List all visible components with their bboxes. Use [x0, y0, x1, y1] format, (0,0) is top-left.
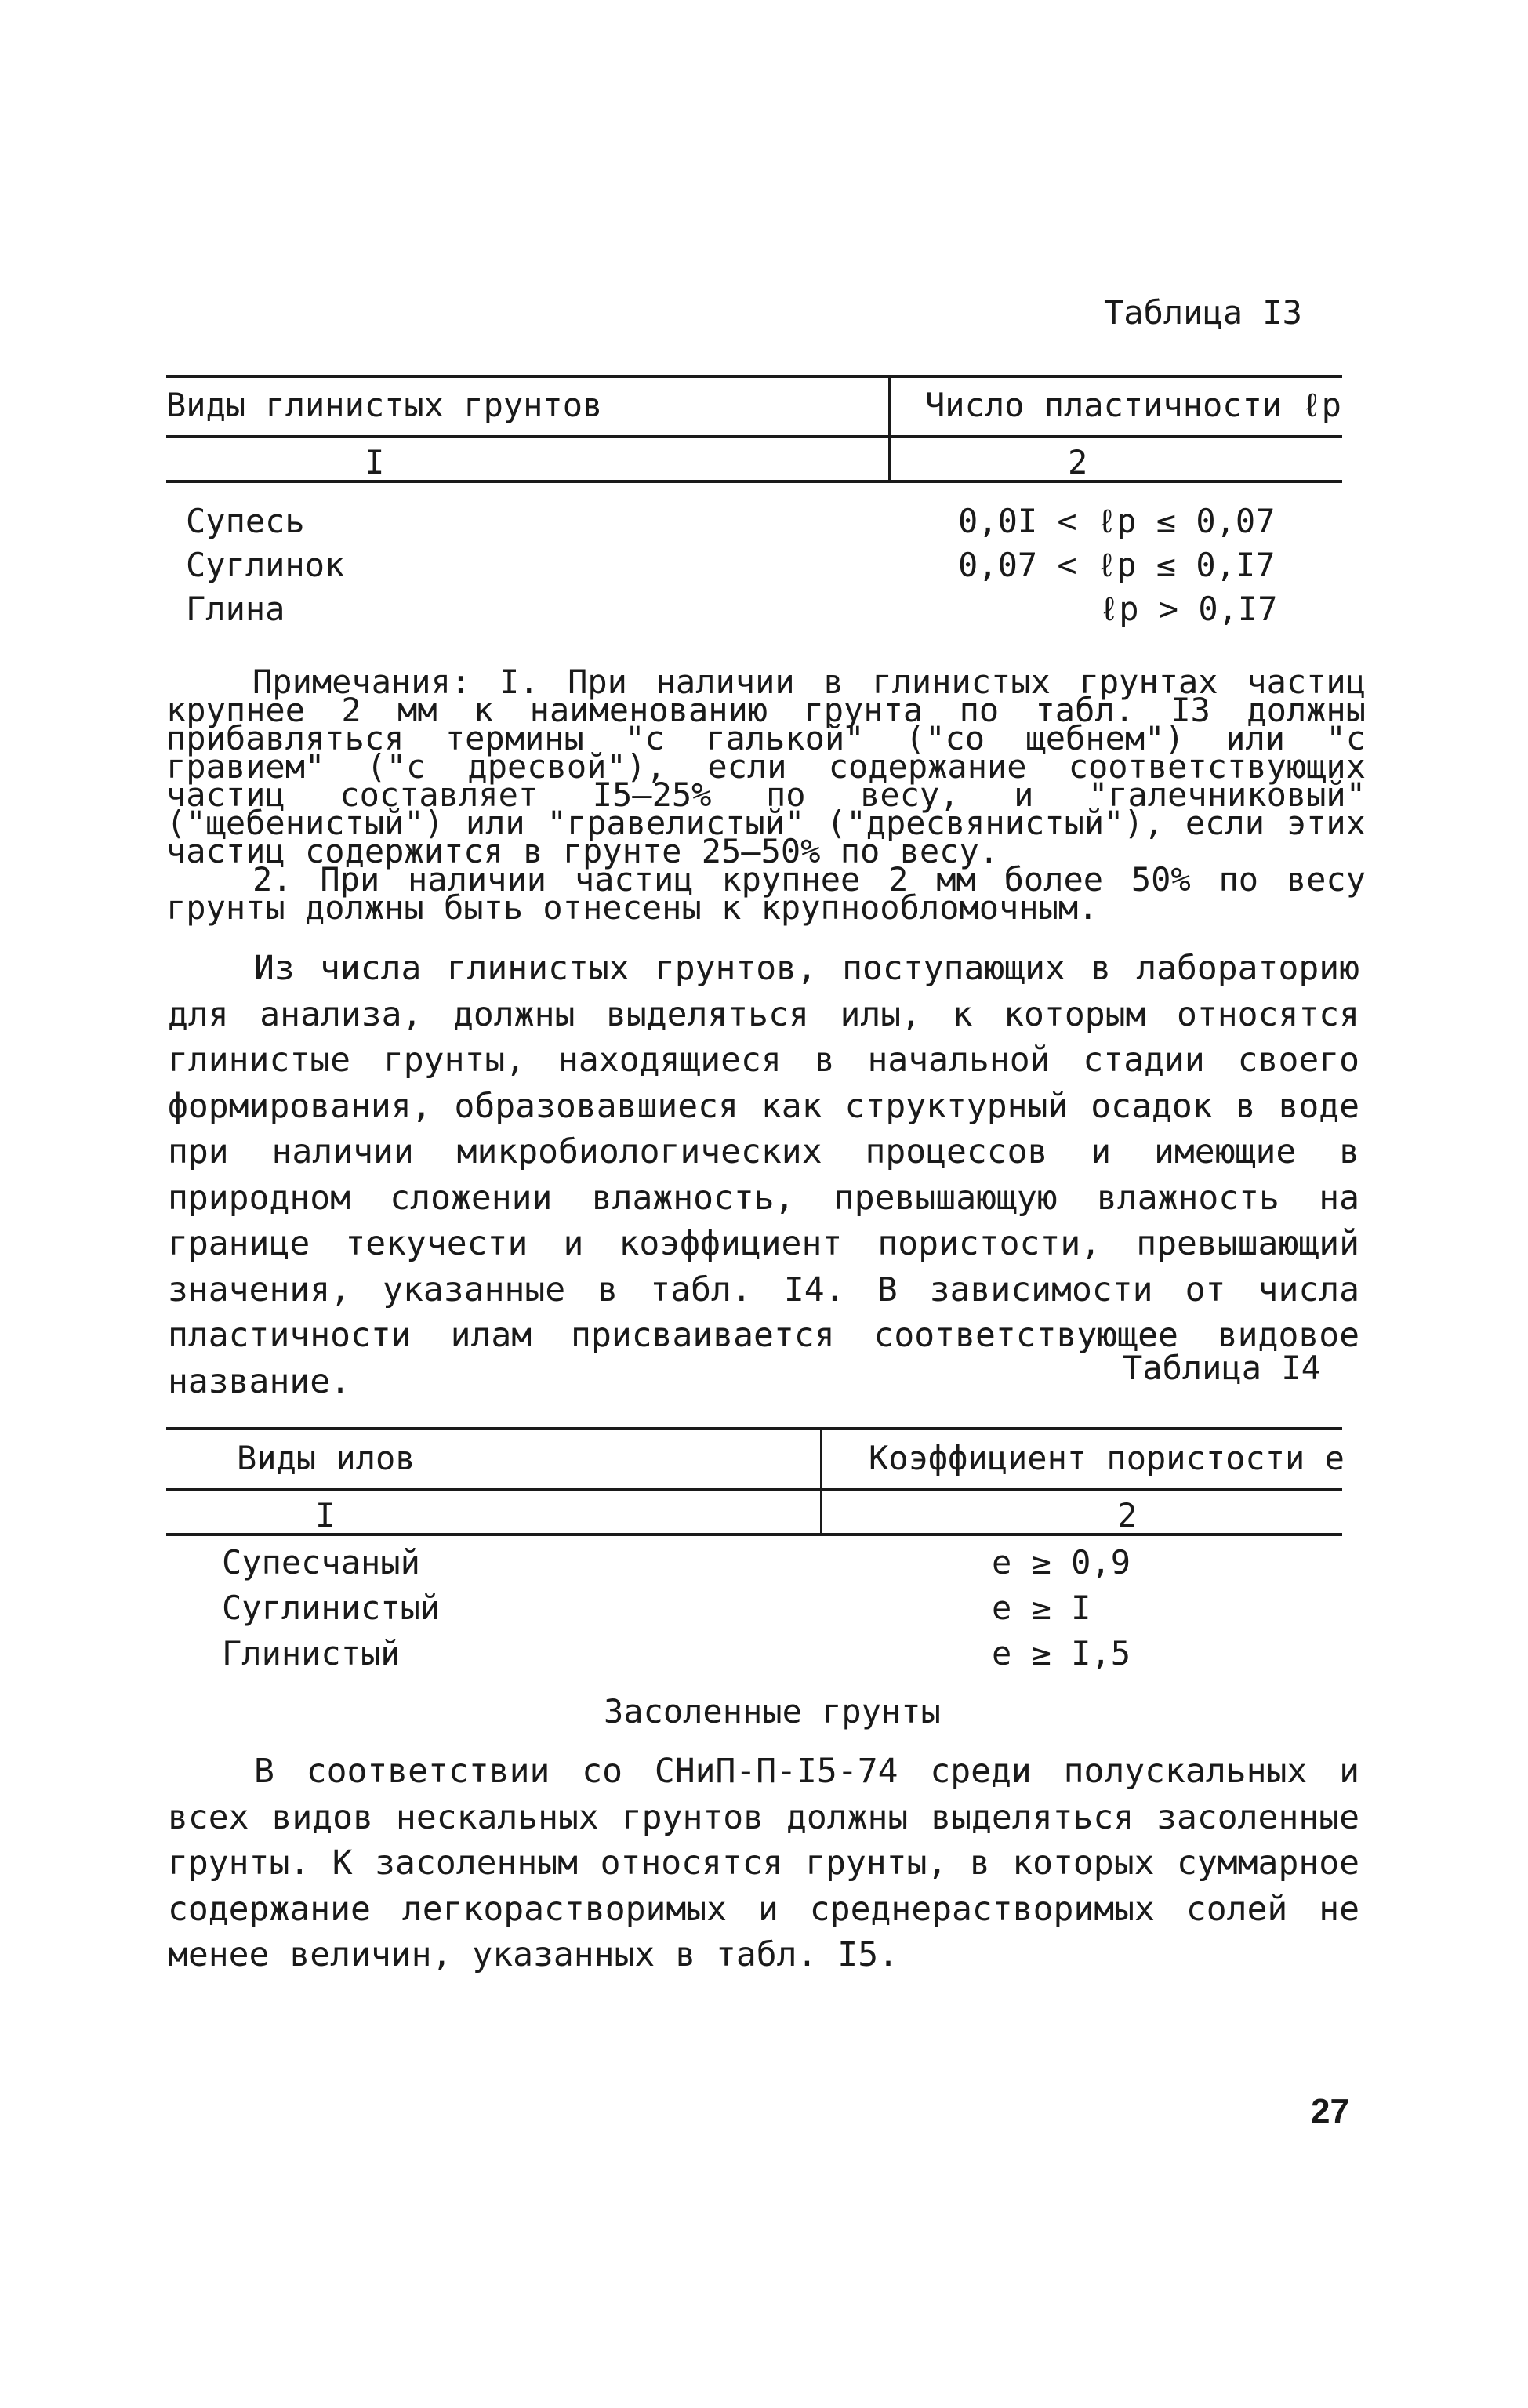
table-14-row-value: e ≥ I	[992, 1589, 1091, 1627]
table-14-row-name: Суглинистый	[222, 1589, 441, 1627]
table-14-row-value: e ≥ I,5	[992, 1634, 1131, 1673]
paragraph-1: Из числа глинистых грунтов, поступающих в лабораторию для анализа, должны выделяться илы, к которым относятся глинистые грунты, находящиеся в начальной стадии своего формирования, образовавшиеся как структурный осадок в воде при наличии микробиологических процессов и имеющие в природном сложении влажность, превышающую влажность на границе текучести и коэффициент пористости, превышающий значения, указанные в табл. I4. В зависимости от числа пластичности илам присваивается соответствующее видовое название.	[168, 949, 1359, 1401]
table-14-col1-header: Виды илов	[237, 1439, 416, 1477]
table-13-caption: Таблица I3	[1104, 293, 1302, 332]
table-13-row-value: 0,0I < ℓp ≤ 0,07	[958, 502, 1276, 540]
table-13-row-value: 0,07 < ℓp ≤ 0,I7	[958, 546, 1276, 584]
table-14-top-rule	[166, 1427, 1342, 1430]
table-13-notes	[166, 663, 1366, 927]
table-14-column-divider	[820, 1429, 822, 1535]
table-14-row-name: Супесчаный	[222, 1543, 420, 1582]
table-14-caption: Таблица I4	[1123, 1349, 1321, 1387]
table-13-row-value: ℓp > 0,I7	[1099, 590, 1278, 628]
table-13-row-name: Глина	[186, 590, 285, 628]
table-14-row-name: Глинистый	[222, 1634, 401, 1673]
paragraph-saline	[168, 1749, 1359, 1978]
table-13-row-name: Суглинок	[186, 546, 345, 584]
table-13-column-divider	[888, 376, 891, 480]
paragraph-silts	[168, 946, 1359, 1404]
table-14-col1-number: I	[315, 1496, 336, 1535]
table-13-col1-header: Виды глинистых грунтов	[166, 386, 603, 424]
table-14-number-rule	[166, 1533, 1342, 1536]
note-1: Примечания: I. При наличии в глинистых грунтах частиц крупнее 2 мм к наименованию грунта по табл. I3 должны прибавляться термины "с галькой" ("со щебнем") или "с гравием" ("с дресвой"), если содержание соответствующих частиц составляет I5–25% по весу, и "галечниковый" ("щебенистый") или "гравелистый" ("дресвянистый"), если этих частиц содержится в грунте 25–50% по весу.	[166, 663, 1366, 870]
table-13-row-name: Супесь	[186, 502, 305, 540]
page-number: 27	[1311, 2092, 1349, 2130]
table-14-col2-number: 2	[1117, 1496, 1138, 1535]
table-13-number-rule	[166, 480, 1342, 483]
table-13-col2-header: Число пластичности ℓp	[925, 386, 1341, 424]
table-13-header-rule	[166, 435, 1342, 438]
note-2: 2. При наличии частиц крупнее 2 мм более 50% по весу грунты должны быть отнесены к крупнообломочным.	[166, 860, 1366, 927]
paragraph-2: В соответствии со СНиП-П-I5-74 среди полускальных и всех видов нескальных грунтов должны выделяться засоленные грунты. К засоленным относятся грунты, в которых суммарное содержание легкорастворимых и среднерастворимых солей не менее величин, указанных в табл. I5.	[168, 1752, 1359, 1974]
table-14-row-value: e ≥ 0,9	[992, 1543, 1131, 1582]
section-title: Засоленные грунты	[604, 1692, 941, 1731]
table-13-col1-number: I	[365, 443, 385, 481]
table-13-top-rule	[166, 375, 1342, 378]
table-14-col2-header: Коэффициент пористости e	[869, 1439, 1345, 1477]
table-14-header-rule	[166, 1488, 1342, 1491]
table-13-col2-number: 2	[1068, 443, 1088, 481]
